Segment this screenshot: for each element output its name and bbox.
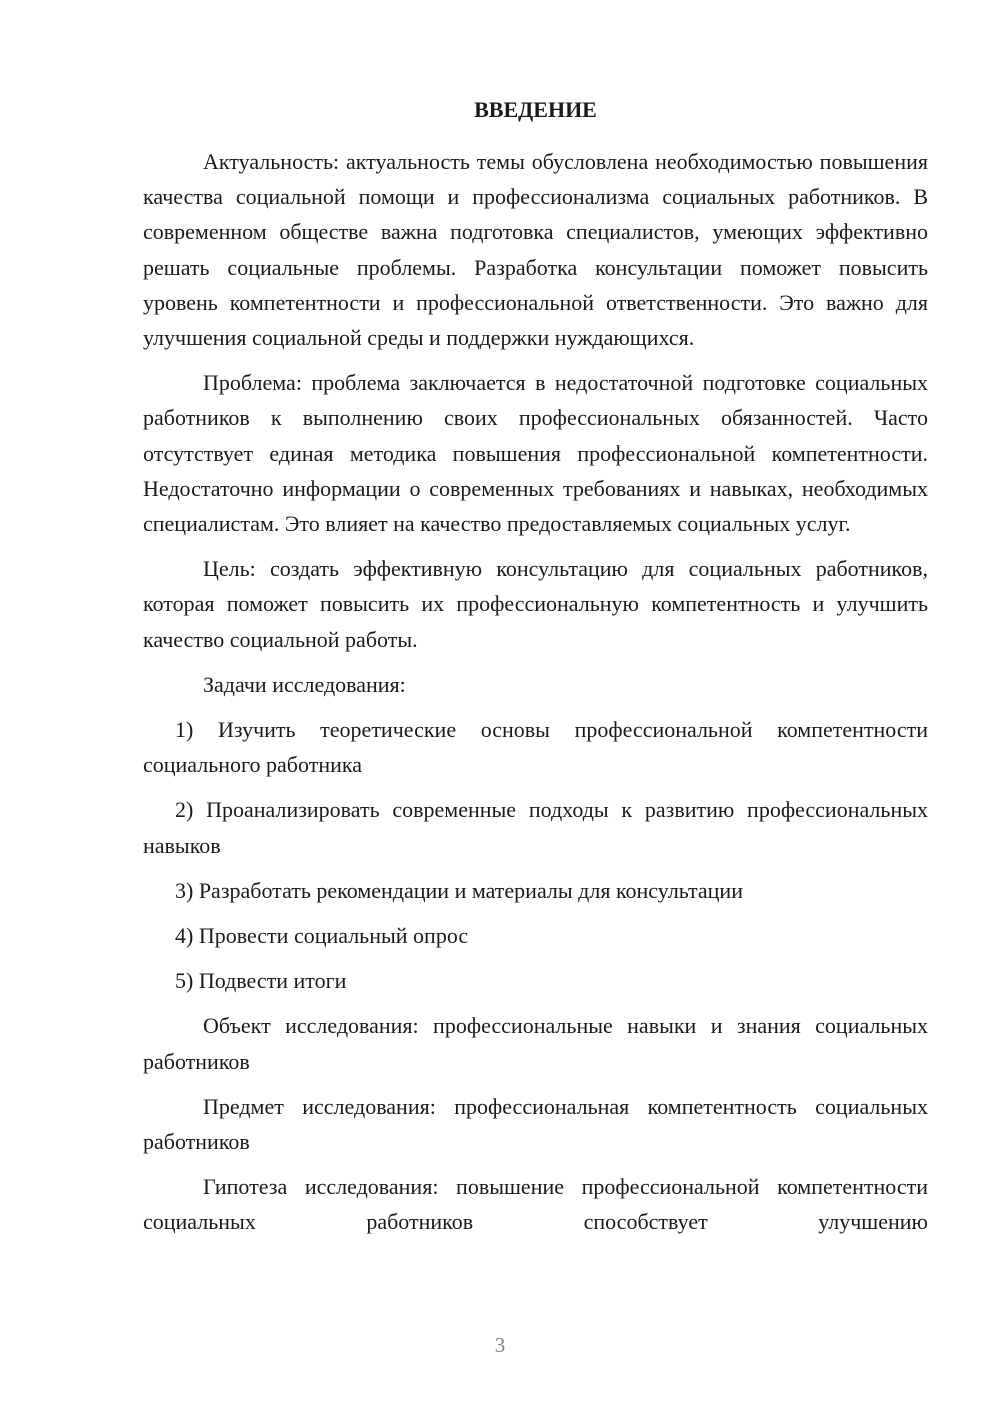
relevance-paragraph: Актуальность: актуальность темы обусловлена необходимостью повышения качества социальной помощи и профессионализма социальных работников. В современном обществе важна подготовка специалистов, умеющих эффективно решать социальные проблемы. Разработка консультации поможет повысить уровень компетентности и профессиональной ответственности. Это важно для улучшения социальной среды и поддержки нуждающихся. bbox=[143, 149, 928, 351]
page-number: 3 bbox=[494, 1333, 506, 1357]
task-item-4: 4) Провести социальный опрос bbox=[175, 923, 469, 949]
task-item-5: 5) Подвести итоги bbox=[175, 968, 347, 994]
problem-paragraph: Проблема: проблема заключается в недостаточной подготовке социальных работников к выполнению своих профессиональных обязанностей. Часто отсутствует единая методика повышения профессиональной компетентности. Недостаточно информации о современных требованиях и навыках, необходимых специалистам. Это влияет на качество предоставляемых социальных услуг. bbox=[143, 370, 928, 537]
goal-paragraph: Цель: создать эффективную консультацию для социальных работников, которая поможет повысить их профессиональную компетентность и улучшить качество социальной работы. bbox=[143, 556, 928, 652]
task-item-3: 3) Разработать рекомендации и материалы для консультации bbox=[175, 877, 743, 903]
tasks-heading: Задачи исследования: bbox=[203, 671, 406, 697]
subject-paragraph: Предмет исследования: профессиональная компетентность социальных работников bbox=[143, 1093, 928, 1155]
page-content bbox=[143, 92, 928, 1240]
task-item-2: 2) Проанализировать современные подходы к развитию профессиональных навыков bbox=[143, 797, 928, 858]
object-paragraph: Объект исследования: профессиональные навыки и знания социальных работников bbox=[143, 1013, 928, 1074]
hypothesis-paragraph: Гипотеза исследования: повышение профессиональной компетентности социальных работников способствует улучшению bbox=[143, 1174, 928, 1235]
task-item-1: 1) Изучить теоретические основы профессиональной компетентности социального работника bbox=[143, 717, 928, 778]
page-title: ВВЕДЕНИЕ bbox=[474, 97, 597, 122]
